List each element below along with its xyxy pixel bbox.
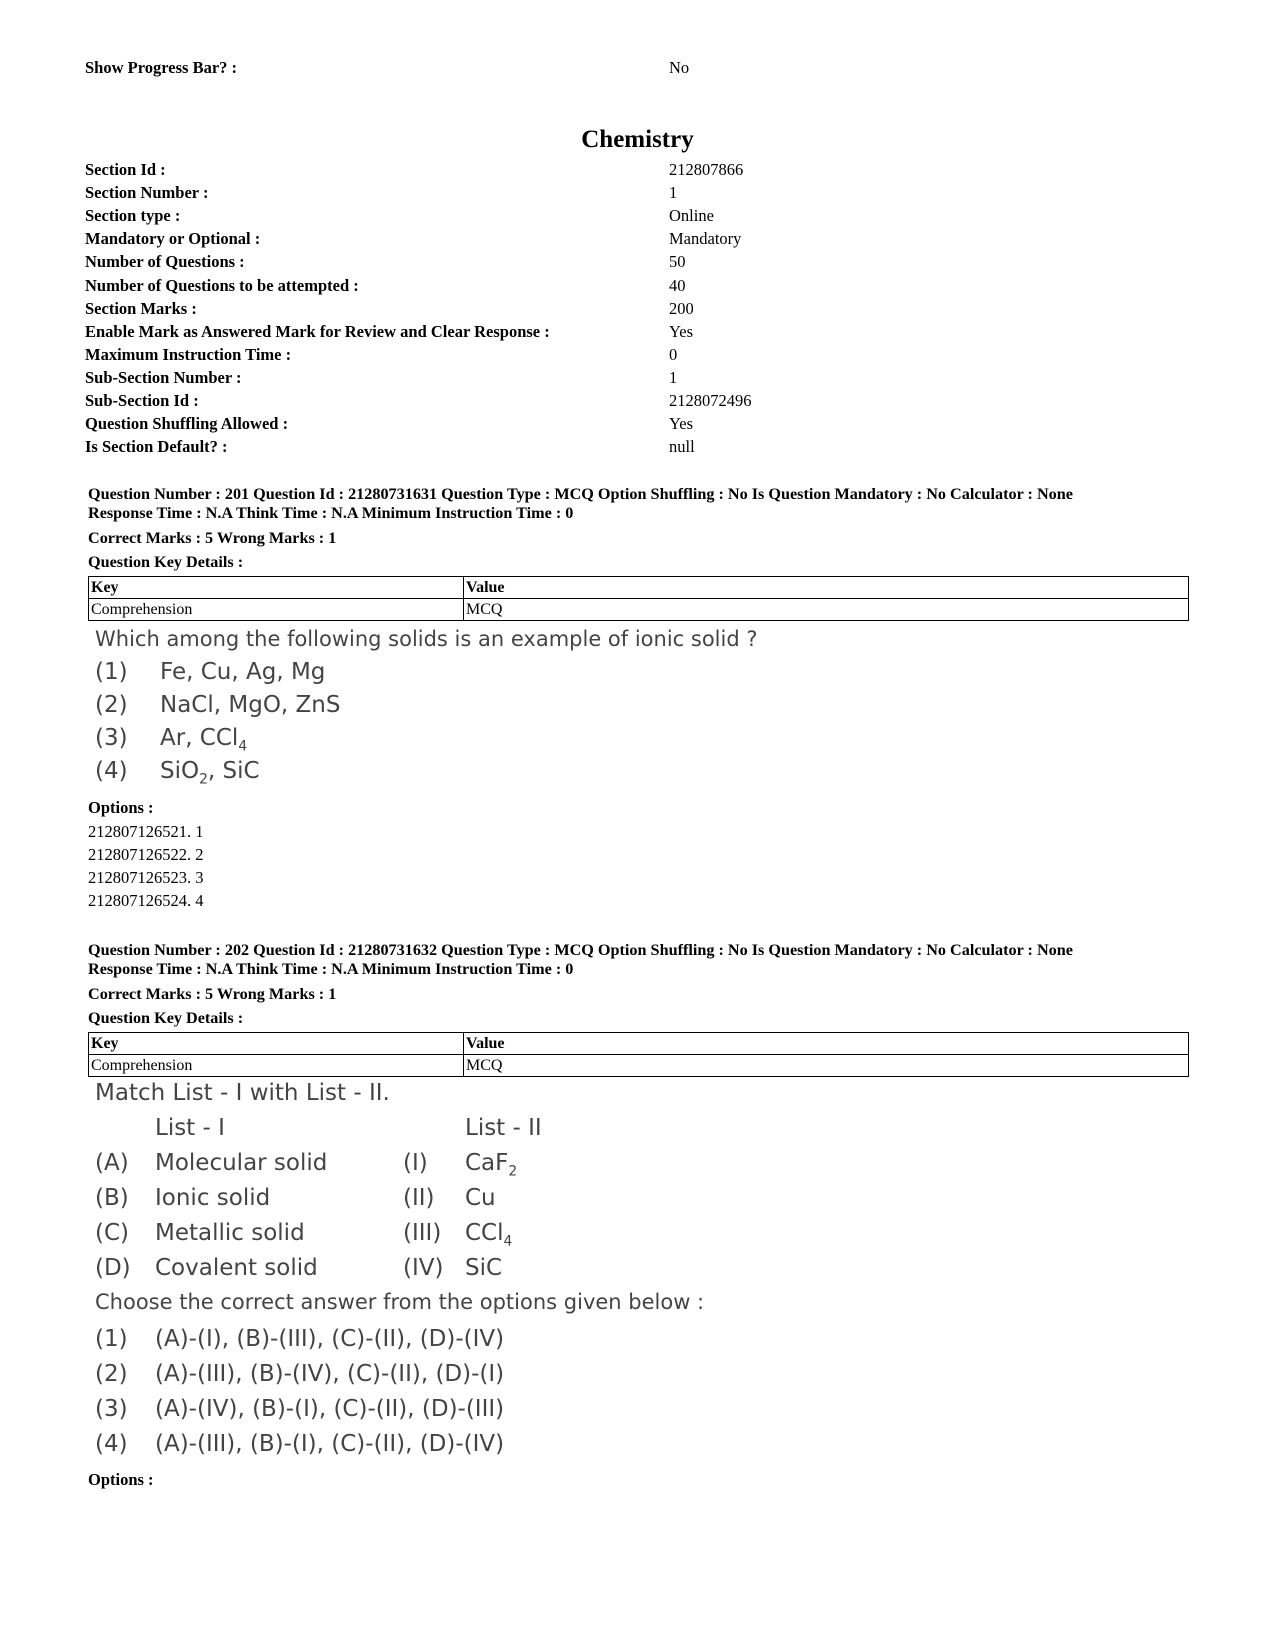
progress-bar-value: No xyxy=(669,58,690,77)
section-detail-label: Enable Mark as Answered Mark for Review and Clear Response : xyxy=(85,321,550,341)
choice-4: (4) SiO$_2$, SiC xyxy=(95,755,895,788)
question-meta: Question Number : 202 Question Id : 21280731632 Question Type : MCQ Option Shuffling : No Is Question Mandatory : No Calculator : None xyxy=(88,941,1073,959)
choice-number: (2) xyxy=(95,1361,128,1387)
section-detail-value: Yes xyxy=(669,414,694,434)
question-marks: Correct Marks : 5 Wrong Marks : 1 xyxy=(88,985,337,1003)
progress-bar-row xyxy=(85,58,1185,82)
section-detail-row xyxy=(85,345,1185,369)
pair-roman: (IV) xyxy=(403,1255,444,1281)
question-timing: Response Time : N.A Think Time : N.A Minimum Instruction Time : 0 xyxy=(88,960,574,978)
options-label: Options : xyxy=(88,1470,154,1489)
section-detail-label: Number of Questions to be attempted : xyxy=(85,275,359,295)
match-stem: Match List - I with List - II. xyxy=(95,1080,390,1106)
section-detail-value: 0 xyxy=(669,344,678,364)
question-key-details-label: Question Key Details : xyxy=(88,553,244,571)
pair-roman: (I) xyxy=(403,1150,428,1176)
question-key-table xyxy=(88,1032,1189,1077)
section-detail-row xyxy=(85,414,1185,438)
pair-label: (D) xyxy=(95,1255,131,1281)
section-detail-row xyxy=(85,183,1185,207)
section-detail-value: Yes xyxy=(669,321,694,341)
choice-text: (A)-(III), (B)-(IV), (C)-(II), (D)-(I) xyxy=(155,1361,505,1387)
table-row xyxy=(89,599,1189,621)
pair-label: (A) xyxy=(95,1150,129,1176)
pair-match: CaF$_2$ xyxy=(465,1150,518,1180)
section-detail-row xyxy=(85,229,1185,253)
section-detail-row xyxy=(85,206,1185,230)
section-detail-label: Number of Questions : xyxy=(85,252,245,272)
table-header-value: Value xyxy=(464,1033,1189,1055)
choice-4-text: SiO$_2$, SiC xyxy=(160,758,260,788)
option-1: 212807126521. 1 xyxy=(88,822,204,841)
option-4: 212807126524. 4 xyxy=(88,891,204,910)
table-cell-key: Comprehension xyxy=(89,599,464,621)
section-detail-value: null xyxy=(669,437,695,457)
section-detail-label: Sub-Section Number : xyxy=(85,367,242,387)
question-202-options xyxy=(88,1468,154,1492)
pair-item: Covalent solid xyxy=(155,1255,318,1281)
section-detail-value: Mandatory xyxy=(669,229,742,249)
question-201 xyxy=(88,485,1188,621)
section-detail-label: Question Shuffling Allowed : xyxy=(85,414,289,434)
section-detail-value: Online xyxy=(669,206,714,226)
section-detail-label: Section Id : xyxy=(85,160,166,179)
pair-match: SiC xyxy=(465,1255,503,1281)
list-1-heading: List - I xyxy=(155,1115,225,1141)
section-detail-row xyxy=(85,299,1185,323)
choice-number: (3) xyxy=(95,1396,128,1422)
section-detail-value: 40 xyxy=(669,275,686,295)
progress-bar-label: Show Progress Bar? : xyxy=(85,58,238,77)
choice-number: (1) xyxy=(95,1326,128,1352)
table-header-key: Key xyxy=(89,1033,464,1055)
question-timing: Response Time : N.A Think Time : N.A Minimum Instruction Time : 0 xyxy=(88,504,574,522)
list-2-heading: List - II xyxy=(465,1115,542,1141)
question-202 xyxy=(88,941,1188,1077)
section-detail-row xyxy=(85,160,1185,184)
question-201-options xyxy=(88,796,204,912)
question-stem: Which among the following solids is an example of ionic solid ? xyxy=(95,627,758,651)
option-3: 212807126523. 3 xyxy=(88,868,204,887)
options-label: Options : xyxy=(88,798,154,817)
pair-roman: (III) xyxy=(403,1220,442,1246)
question-key-details-label: Question Key Details : xyxy=(88,1009,244,1027)
table-row xyxy=(89,1055,1189,1077)
section-detail-value: 1 xyxy=(669,183,678,203)
section-detail-value: 1 xyxy=(669,367,678,387)
section-detail-label: Sub-Section Id : xyxy=(85,391,199,410)
table-header-row xyxy=(89,1033,1189,1055)
choice-text: (A)-(III), (B)-(I), (C)-(II), (D)-(IV) xyxy=(155,1431,505,1457)
section-detail-value: 2128072496 xyxy=(669,391,752,410)
section-detail-label: Section Number : xyxy=(85,183,209,203)
pair-roman: (II) xyxy=(403,1185,435,1211)
section-detail-row xyxy=(85,437,1185,461)
section-detail-value: 212807866 xyxy=(669,160,744,179)
section-title: Chemistry xyxy=(581,126,694,153)
table-cell-value: MCQ xyxy=(464,599,1189,621)
table-cell-key: Comprehension xyxy=(89,1055,464,1077)
section-detail-label: Section Marks : xyxy=(85,298,197,318)
section-detail-value: 200 xyxy=(669,298,694,318)
pair-item: Ionic solid xyxy=(155,1185,271,1211)
table-header-row xyxy=(89,577,1189,599)
section-detail-label: Section type : xyxy=(85,206,181,226)
section-detail-row xyxy=(85,391,1185,415)
choice-2: (2) NaCl, MgO, ZnS xyxy=(95,692,341,718)
section-detail-label: Mandatory or Optional : xyxy=(85,229,261,249)
question-202-image xyxy=(95,1080,815,1460)
choice-text: (A)-(IV), (B)-(I), (C)-(II), (D)-(III) xyxy=(155,1396,505,1422)
section-detail-row xyxy=(85,252,1185,276)
question-meta: Question Number : 201 Question Id : 21280731631 Question Type : MCQ Option Shuffling : No Is Question Mandatory : No Calculator : None xyxy=(88,485,1073,503)
question-201-image xyxy=(95,623,895,788)
choice-text: (A)-(I), (B)-(III), (C)-(II), (D)-(IV) xyxy=(155,1326,505,1352)
pair-item: Molecular solid xyxy=(155,1150,328,1176)
pair-label: (B) xyxy=(95,1185,129,1211)
section-detail-value: 50 xyxy=(669,252,686,272)
table-header-value: Value xyxy=(464,577,1189,599)
question-key-table xyxy=(88,576,1189,621)
choice-3: (3) Ar, CCl$_4$ xyxy=(95,722,895,755)
section-detail-label: Maximum Instruction Time : xyxy=(85,344,292,364)
table-cell-value: MCQ xyxy=(464,1055,1189,1077)
question-marks: Correct Marks : 5 Wrong Marks : 1 xyxy=(88,529,337,547)
section-detail-label: Is Section Default? : xyxy=(85,437,228,457)
choice-3-text: Ar, CCl$_4$ xyxy=(160,725,248,755)
table-header-key: Key xyxy=(89,577,464,599)
choice-1: (1) Fe, Cu, Ag, Mg xyxy=(95,659,326,685)
section-detail-row xyxy=(85,368,1185,392)
pair-label: (C) xyxy=(95,1220,130,1246)
choose-instruction: Choose the correct answer from the options given below : xyxy=(95,1290,705,1314)
pair-item: Metallic solid xyxy=(155,1220,305,1246)
choice-number: (4) xyxy=(95,1431,128,1457)
pair-match: Cu xyxy=(465,1185,496,1211)
pair-match: CCl$_4$ xyxy=(465,1220,513,1250)
section-detail-row xyxy=(85,322,1185,346)
option-2: 212807126522. 2 xyxy=(88,845,204,864)
section-detail-row xyxy=(85,276,1185,300)
